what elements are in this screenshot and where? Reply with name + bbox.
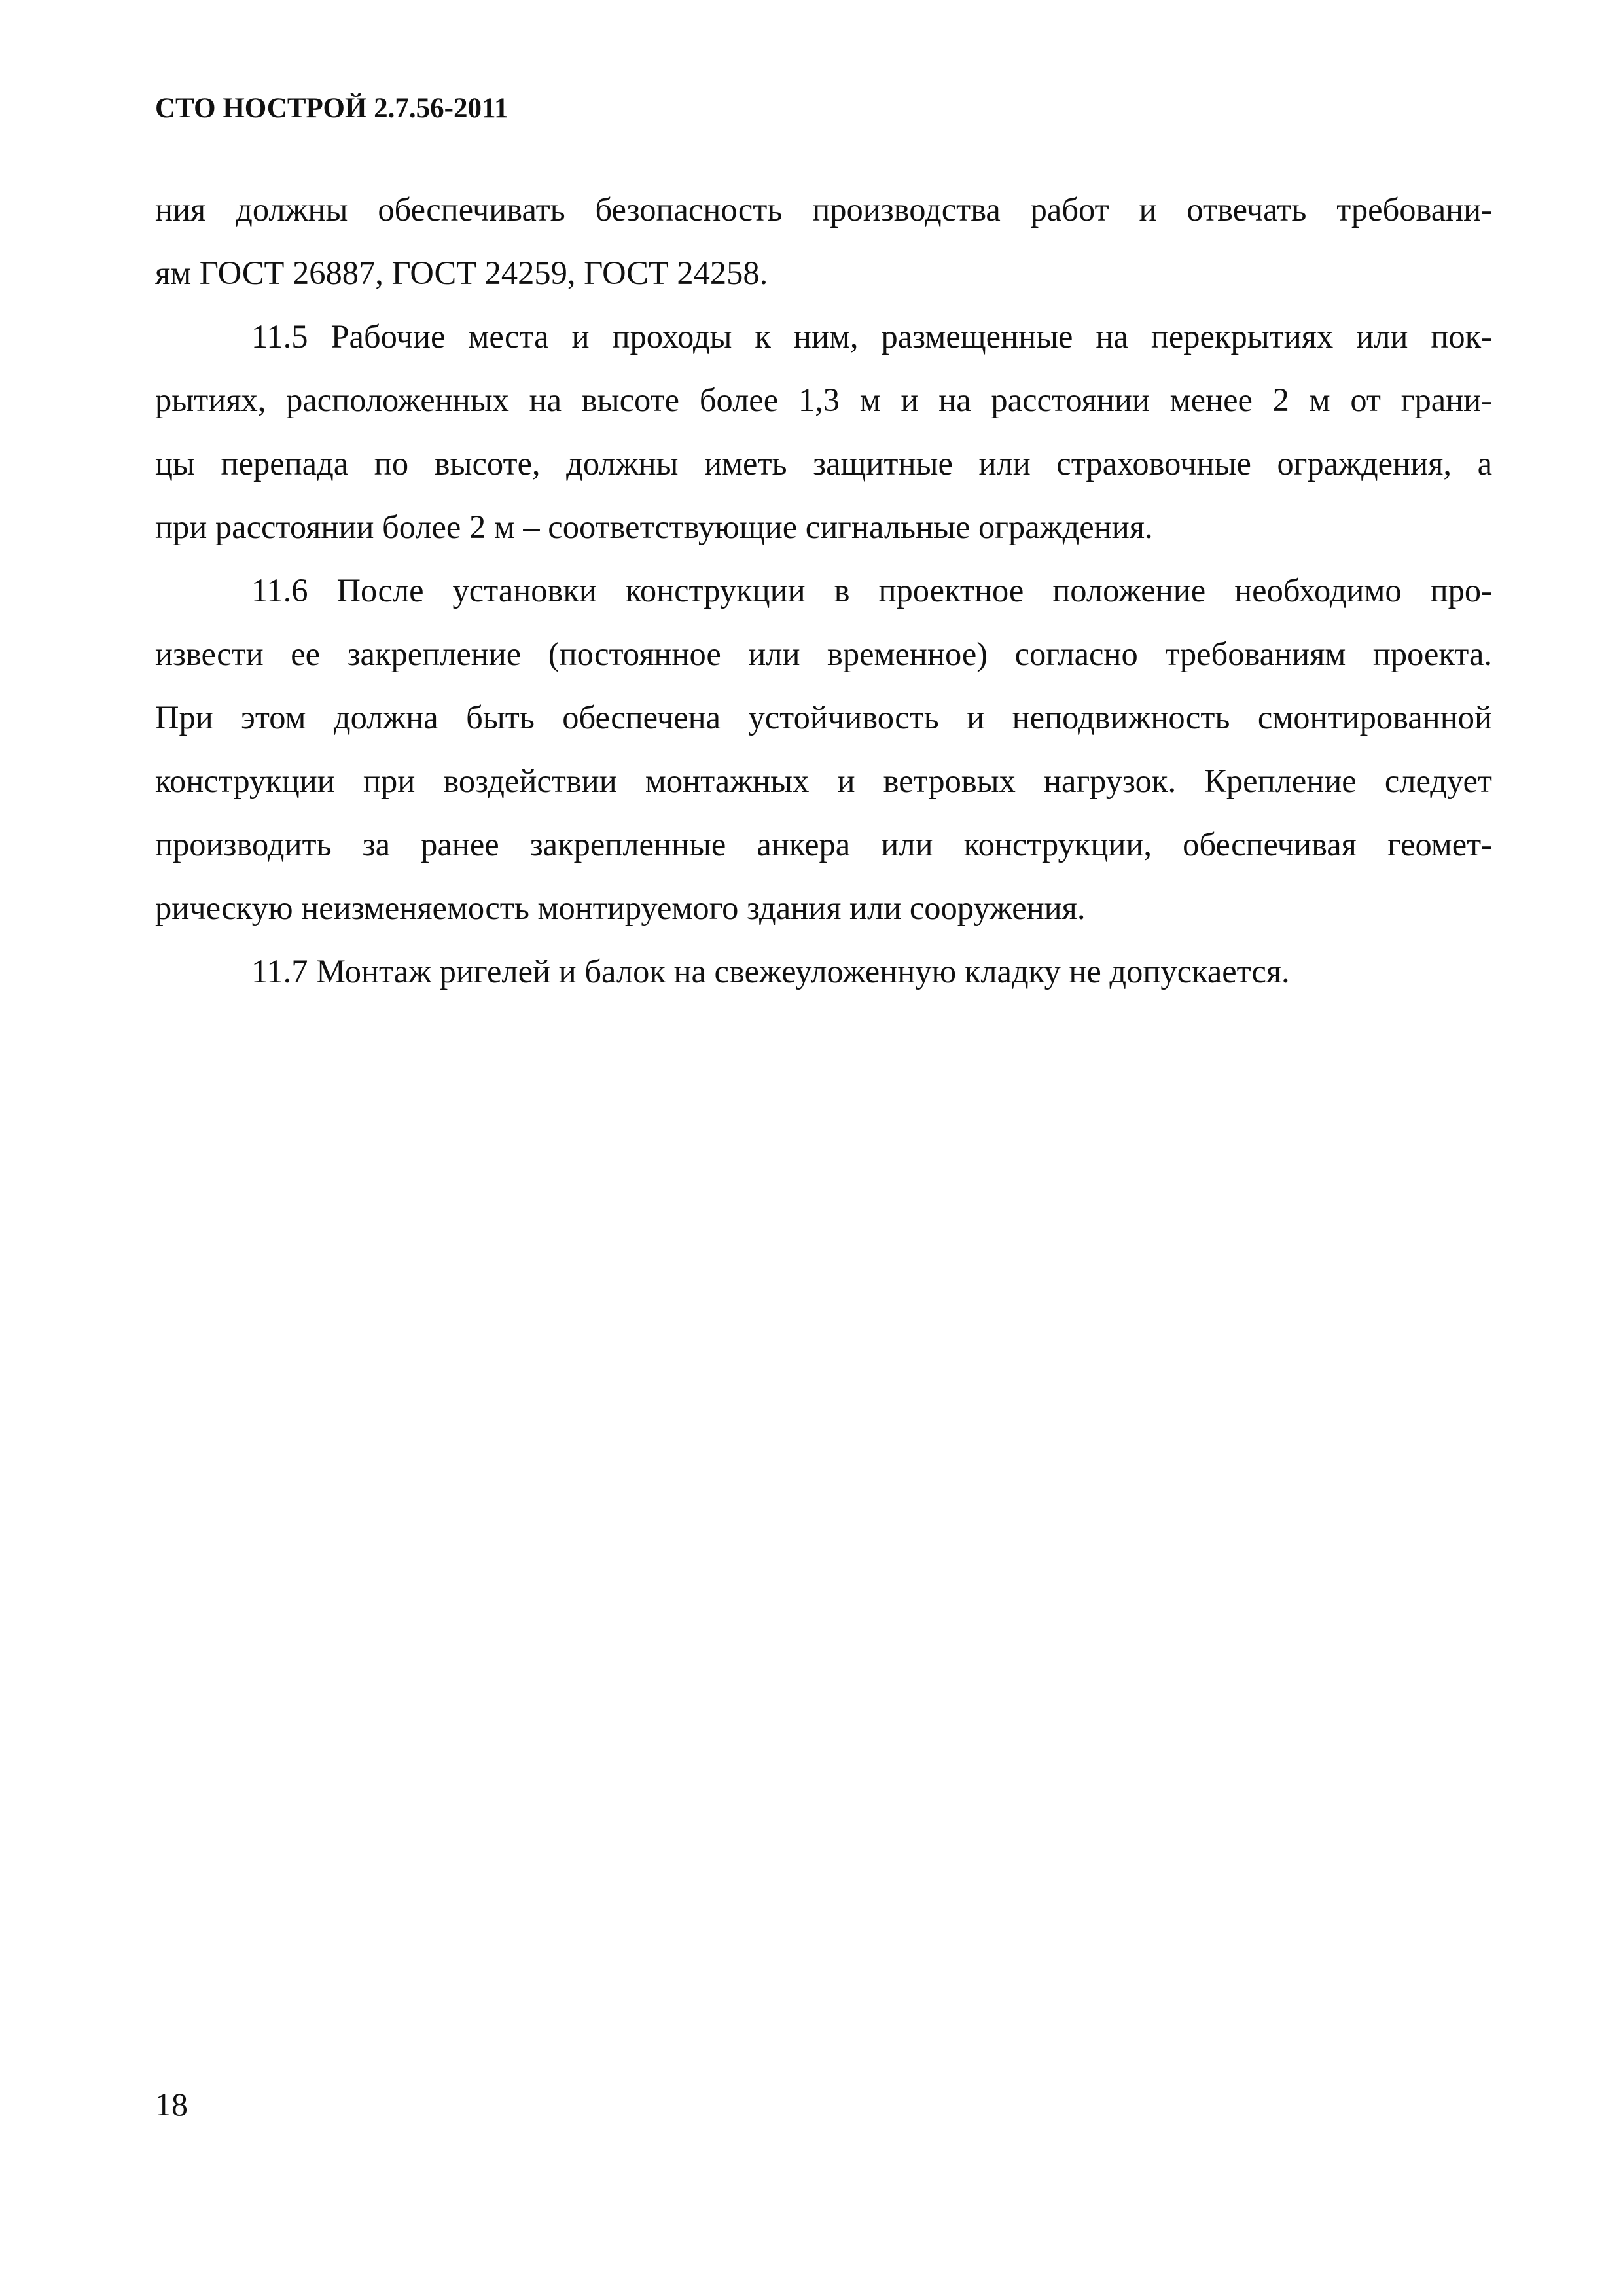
text-line: 11.6 После установки конструкции в проектное положение необходимо про- [251, 572, 1492, 609]
text-line: рическую неизменяемость монтируемого здания или сооружения. [155, 889, 1086, 926]
text-line: при расстоянии более 2 м – соответствующие сигнальные ограждения. [155, 509, 1153, 545]
text-line: При этом должна быть обеспечена устойчивость и неподвижность смонтированной [155, 699, 1492, 736]
paragraph-continuation [155, 178, 1492, 305]
text-line: извести ее закрепление (постоянное или временное) согласно требованиям проекта. [155, 636, 1492, 672]
paragraph-11-6 [155, 559, 1492, 940]
text-line: конструкции при воздействии монтажных и ветровых нагрузок. Крепление следует [155, 762, 1492, 799]
text-line: производить за ранее закрепленные анкера или конструкции, обеспечивая геомет- [155, 826, 1492, 863]
text-line: 11.7 Монтаж ригелей и балок на свежеуложенную кладку не допускается. [251, 953, 1290, 990]
paragraph-11-5 [155, 305, 1492, 559]
running-header-document-code: СТО НОСТРОЙ 2.7.56-2011 [155, 93, 508, 124]
body-text [155, 178, 1492, 1003]
text-line: ям ГОСТ 26887, ГОСТ 24259, ГОСТ 24258. [155, 255, 768, 291]
text-line: цы перепада по высоте, должны иметь защитные или страховочные ограждения, а [155, 445, 1492, 482]
page-number: 18 [155, 2086, 188, 2123]
text-line: рытиях, расположенных на высоте более 1,3 м и на расстоянии менее 2 м от грани- [155, 382, 1492, 418]
text-line: 11.5 Рабочие места и проходы к ним, размещенные на перекрытиях или пок- [251, 318, 1492, 355]
text-line: ния должны обеспечивать безопасность производства работ и отвечать требовани- [155, 191, 1492, 228]
paragraph-11-7 [155, 940, 1492, 1003]
